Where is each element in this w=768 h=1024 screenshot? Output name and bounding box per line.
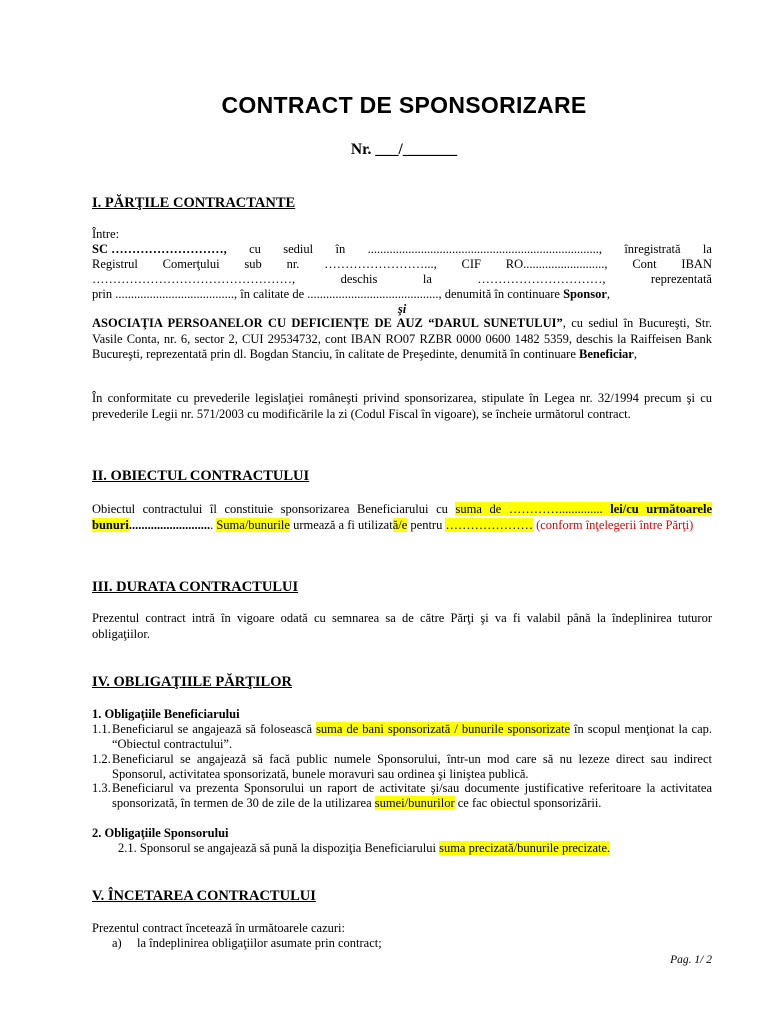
section-heading-termination: V. ÎNCETAREA CONTRACTULUI <box>92 888 316 904</box>
beneficiary-obligations-heading: 1. Obligaţiile Beneficiarului <box>92 707 240 721</box>
sponsor-obligations-heading: 2. Obligaţiile Sponsorului <box>92 826 229 840</box>
beneficiary-paragraph: ASOCIAŢIA PERSOANELOR CU DEFICIENŢE DE AUZ “DARUL SUNETULUI”, cu sediul în Bucureşti, Str. Vasile Conta, nr. 6, sector 2, CUI 29534732, cont IBAN RO07 RZBR 0000 0600 1482 5359, deschis la Raiffeisen Bank Bucureşti, reprezentată prin dl. Bogdan Stanciu, în calitate de Preşedinte, denumită în continuare Beneficiar, <box>92 316 712 362</box>
section-heading-object: II. OBIECTUL CONTRACTULUI <box>92 468 310 484</box>
termination-intro: Prezentul contract încetează în următoarele cazuri: <box>92 921 345 935</box>
obligation-item-1-3: 1.3. Beneficiarul va prezenta Sponsorului un raport de activitate şi/sau documente justificative referitoare la activitatea sponsorizată, în termen de 30 de zile de la utilizarea sumei/bunurilor ce fac obiectul sponsorizării. <box>92 781 712 811</box>
section-heading-parties: I. PĂRŢILE CONTRACTANTE <box>92 195 296 211</box>
sponsor-line-1: SC ………………………, cu sediul în .........................................................................., înregistrată la <box>92 242 712 256</box>
obligation-item-1-2: 1.2. Beneficiarul se angajează să facă public numele Sponsorului, într-un mod care să nu lezeze direct sau indirect Sponsorul, activitatea sponsorizată, bunele moravuri sau ordinea şi liniştea publică. <box>92 752 712 782</box>
page-number: Pag. 1/ 2 <box>670 954 712 966</box>
obligation-item-2-1: 2.1. Sponsorul se angajează să pună la dispoziţia Beneficiarului suma precizată/bunurile precizate. <box>118 841 611 855</box>
contract-number: Nr. ___/_______ <box>350 141 458 158</box>
obligation-item-1-1: 1.1. Beneficiarul se angajează să folosească suma de bani sponsorizată / bunurile sponsorizate în scopul menţionat la cap. “Obiectul contractului”. <box>92 722 713 752</box>
sponsor-line-2: Registrul Comerţului sub nr. ……………………..., CIF RO.........................., Cont IBAN <box>92 257 712 271</box>
object-paragraph: Obiectul contractului îl constituie sponsorizarea Beneficiarului cu suma de ………….............. lei/cu următoarele bunuri........................... Suma/bunurile urmează a fi utilizată/e pentru ………………… (conform înţelegerii între Părţi) <box>92 502 713 532</box>
intre-line: Între: <box>92 227 120 241</box>
conformity-paragraph: În conformitate cu prevederile legislaţiei româneşti privind sponsorizarea, stipulate în Legea nr. 32/1994 precum şi cu prevederile Legii nr. 571/2003 cu modificările la zi (Codul Fiscal în vigoare), se încheie următorul contract. <box>92 391 712 421</box>
sponsor-line-4: prin ......................................, în calitate de .........................................., denumită în continuare Sponsor , <box>92 287 611 301</box>
and-connector: şi <box>397 302 407 316</box>
duration-paragraph: Prezentul contract intră în vigoare odată cu semnarea sa de către Părţi şi va fi valabil până la îndeplinirea tuturor obligaţiilor. <box>92 611 712 641</box>
termination-item-a: a) la îndeplinirea obligaţiilor asumate prin contract; <box>112 936 382 950</box>
section-heading-obligations: IV. OBLIGAŢIILE PĂRŢILOR <box>92 674 292 690</box>
section-heading-duration: III. DURATA CONTRACTULUI <box>92 579 299 595</box>
sponsor-line-3: …………………………………………, deschis la …………………………, reprezentată <box>92 272 712 286</box>
document-title: CONTRACT DE SPONSORIZARE <box>221 92 587 118</box>
